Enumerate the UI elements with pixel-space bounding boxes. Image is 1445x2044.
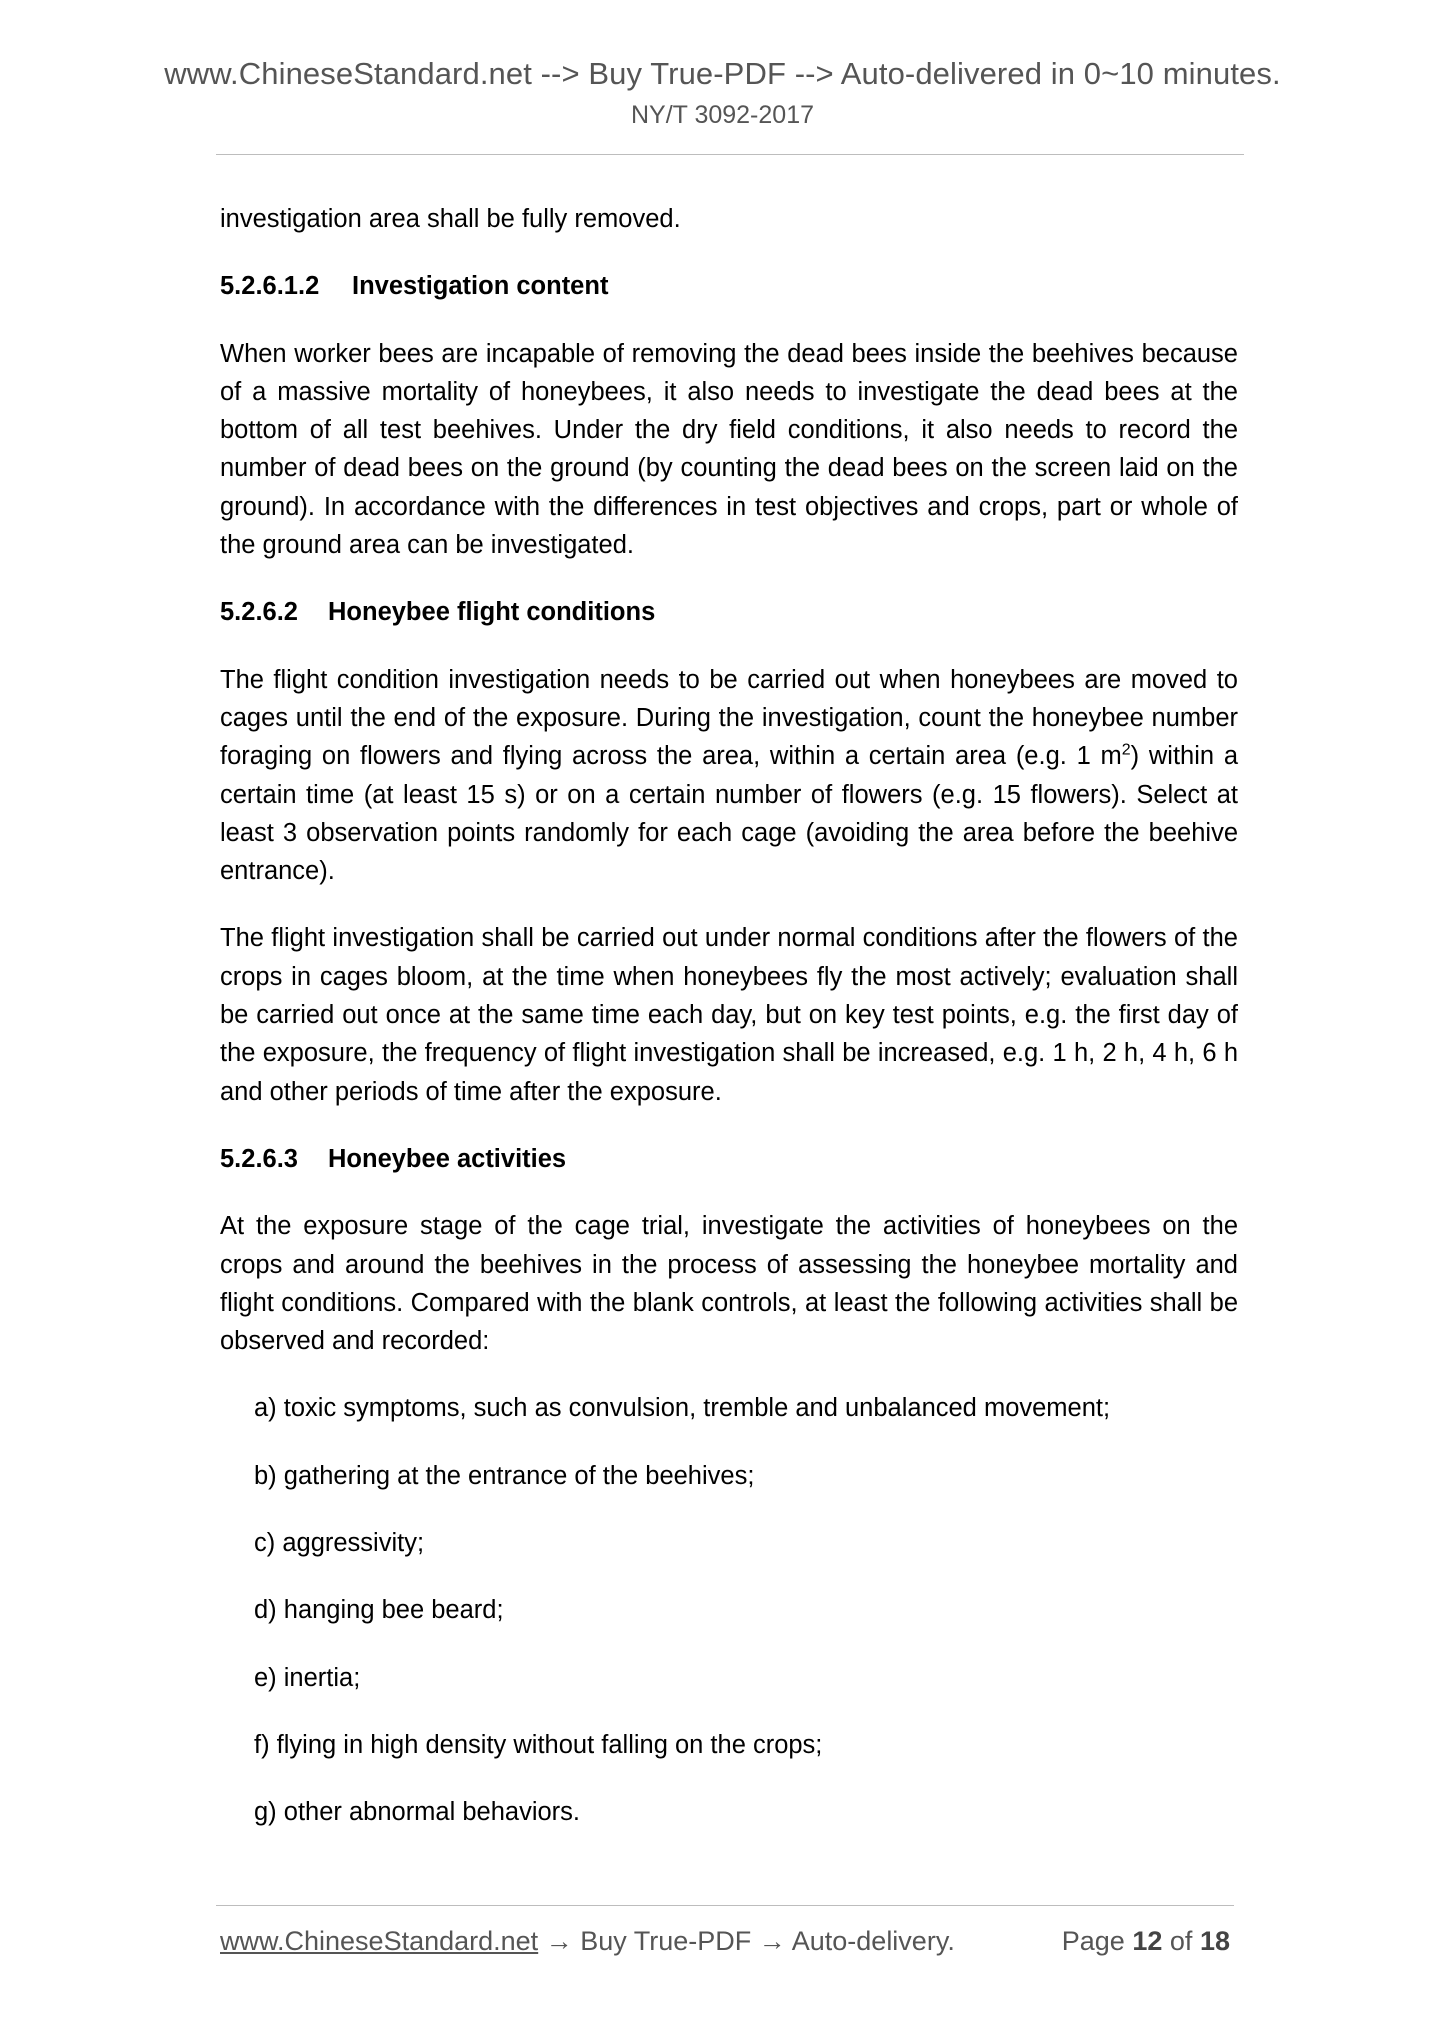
list-item: d) hanging bee beard;	[254, 1596, 504, 1625]
list-item: g) other abnormal behaviors.	[254, 1798, 581, 1827]
section-title: Honeybee flight conditions	[328, 598, 656, 627]
section-heading-5-2-6-2	[220, 593, 1238, 631]
header-banner: www.ChineseStandard.net --> Buy True-PDF --> Auto-delivered in 0~10 minutes.	[164, 56, 1281, 91]
section-title: Investigation content	[352, 272, 609, 301]
footer-text: → Buy True-PDF → Auto-delivery.	[538, 1926, 955, 1956]
section-title: Honeybee activities	[328, 1144, 567, 1173]
page-header	[0, 56, 1445, 130]
page-label: Page	[1061, 1926, 1125, 1956]
header-divider	[216, 154, 1244, 155]
list-item: b) gathering at the entrance of the beehives;	[254, 1461, 755, 1490]
paragraph-flight-conditions	[220, 661, 1238, 891]
paragraph-text: ) within a certain time (at least 15 s) or on a certain number of flowers (e.g. 15 flowers). Select at least 3 observation points randomly for each cage (avoiding the area before the beehive entrance).	[220, 742, 1238, 886]
section-heading-5-2-6-1-2	[220, 267, 1238, 305]
of-label: of	[1169, 1926, 1193, 1956]
list-item: a) toxic symptoms, such as convulsion, tremble and unbalanced movement;	[254, 1394, 1111, 1423]
paragraph-investigation-content: When worker bees are incapable of removing the dead bees inside the beehives because of a massive mortality of honeybees, it also needs to investigate the dead bees at the bottom of all test beehives. Under the dry field conditions, it also needs to record the number of dead bees on the ground (by counting the dead bees on the screen laid on the ground). In accordance with the differences in test objectives and crops, part or whole of the ground area can be investigated.	[220, 339, 1238, 560]
current-page: 12	[1132, 1926, 1163, 1956]
page-footer	[220, 1924, 1230, 1958]
paragraph-honeybee-activities: At the exposure stage of the cage trial, investigate the activities of honeybees on the crops and around the beehives in the process of assessing the honeybee mortality and flight conditions. Compared with the blank controls, at least the following activities shall be observed and recorded:	[220, 1212, 1238, 1356]
activities-list	[220, 1389, 1238, 1831]
footer-divider	[216, 1905, 1234, 1906]
list-item: c) aggressivity;	[254, 1529, 425, 1558]
superscript: 2	[1121, 741, 1131, 759]
paragraph-flight-investigation: The flight investigation shall be carried out under normal conditions after the flowers of the crops in cages bloom, at the time when honeybees fly the most actively; evaluation shall be carried out once at the same time each day, but on key test points, e.g. the first day of the exposure, the frequency of flight investigation shall be increased, e.g. 1 h, 2 h, 4 h, 6 h and other periods of time after the exposure.	[220, 924, 1238, 1106]
section-number: 5.2.6.2	[220, 598, 298, 627]
list-item: f) flying in high density without falling on the crops;	[254, 1730, 823, 1759]
section-number: 5.2.6.3	[220, 1144, 298, 1173]
footer-link[interactable]: www.ChineseStandard.net	[220, 1926, 539, 1956]
page-number	[1062, 1924, 1230, 1958]
document-code: NY/T 3092-2017	[631, 101, 814, 129]
total-pages: 18	[1199, 1926, 1230, 1956]
paragraph-text: The flight condition investigation needs to be carried out when honeybees are moved to cages until the end of the exposure. During the investigation, count the honeybee number foraging on flowers and flying across the area, within a certain area (e.g. 1 m	[220, 665, 1238, 771]
list-item: e) inertia;	[254, 1663, 361, 1692]
main-content	[220, 200, 1238, 1861]
section-heading-5-2-6-3	[220, 1140, 1238, 1178]
paragraph-intro: investigation area shall be fully removed.	[220, 205, 681, 233]
section-number: 5.2.6.1.2	[220, 272, 320, 301]
